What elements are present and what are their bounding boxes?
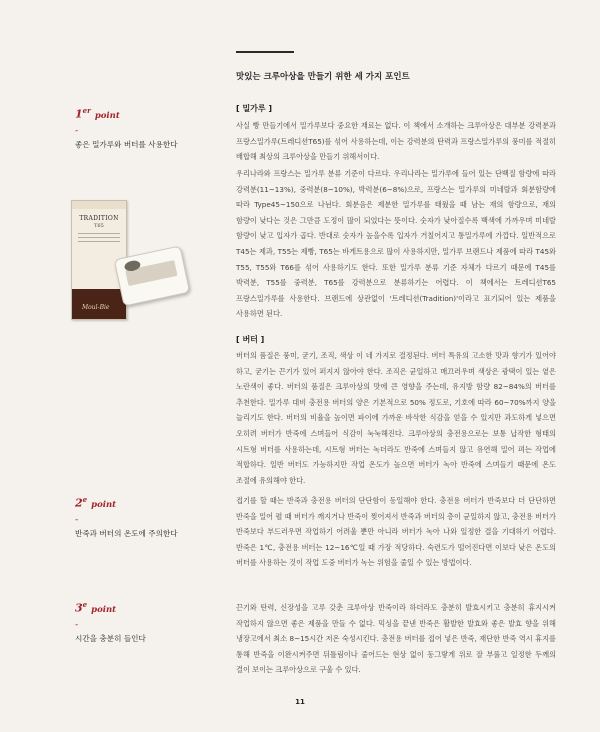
flour-butter-photo [66, 200, 190, 330]
flour-bag-logo: Moul-Bie [82, 304, 110, 311]
point-3-label: 시간을 충분히 들인다 [75, 633, 146, 643]
point-3-heading: 3epoint [75, 600, 117, 615]
point-3-dash: - [75, 619, 79, 630]
title-rule [236, 51, 294, 53]
point-3 [75, 600, 146, 644]
flour-paragraph-2: 우리나라와 프랑스는 밀가루 분류 기준이 다르다. 우리나라는 밀가루에 들어 있는 단백질 함량에 따라 강력분(11~13%), 중력분(8~10%), 박력분(6~8%)으로, 프랑스는 밀가루의 미네랄과 회분함량에 따라 Type45~150으로 나뉜다. 회분음은 제분한 밀가루를 태웠을 때 남는 재의 함량으로, 재의 함량이 낮다는 것은 그만큼 도정이 많이 되었다는 뜻이다. 숫자가 낮아질수록 백색에 가까우며 미네랄 함량이 낮고 입자가 곱다. 반대로 숫자가 높을수록 입자가 거칠어지고 통밀가루에 가깝다. 일반적으로 T45는 제과, T55는 제빵, T65는 바게트용으로 많이 사용하지만, 밀가루 브랜드나 제품에 따라 T45와 T55, T55와 T66를 섞어 사용하기도 한다. 또한 밀가루 분류 기준 자체가 다르기 때문에 T45를 박력분, T55를 중력분, T65를 강력분으로 분류하기는 어렵다. 이 책에서는 트레디션T65 프랑스밀가루를 사용한다. 브랜드에 상관없이 '트레디션(Tradition)'이라고 표기되어 있는 제품을 사용하면 된다. [236, 169, 556, 319]
point-1 [75, 106, 178, 150]
flour-bag-type: T65 [94, 223, 104, 229]
page-number: 11 [295, 698, 305, 706]
butter-section-title: [ 버터 ] [236, 335, 265, 344]
point-1-heading: 1erpoint [75, 106, 120, 121]
point-1-dash: - [75, 125, 79, 136]
time-paragraph: 끈기와 탄력, 신장성을 고루 갖춘 크루아상 반죽이라 하더라도 충분히 발효시키고 충분히 휴지시켜 작업하지 않으면 좋은 제품을 만들 수 없다. 믹싱을 끝낸 반죽은 활발한 발효와 좋은 발효 향을 위해 냉장고에서 최소 8~15시간 저온 숙성시킨다. 충전용 버터를 접어 넣은 반죽, 재단한 반죽 역시 휴지를 통해 반죽을 이완시켜주면 뒤틀림이나 줄어드는 현상 없이 동그랗게 위로 잘 부풀고 일정한 두께의 결이 보이는 크루아상으로 구울 수 있다. [236, 603, 556, 675]
point-2-heading: 2epoint [75, 495, 117, 510]
flour-section-title: [ 밀가루 ] [236, 104, 273, 113]
point-1-label: 좋은 밀가루와 버터를 사용한다 [75, 139, 178, 149]
point-2 [75, 495, 178, 539]
flour-bag-brand: TRADITION [79, 215, 119, 222]
page-title: 맛있는 크루아상을 만들기 위한 세 가지 포인트 [236, 72, 410, 82]
temperature-paragraph: 접기를 할 때는 반죽과 충전용 버터의 단단함이 동일해야 한다. 충전용 버터가 반죽보다 더 단단하면 반죽을 밀어 펼 때 버터가 깨지거나 반죽이 찢어져서 반죽과 버터의 층이 균일하지 않고, 충전용 버터가 반죽보다 부드러우면 작업하기 어려울 뿐만 아니라 버터가 녹아 나와 일정한 결을 기대하기 어렵다. 반죽은 1℃, 충전용 버터는 12~16℃일 때 가장 적당하다. 숙련도가 떨어진다면 이보다 낮은 온도의 버터를 사용하는 것이 작업 도중 버터가 녹는 위험을 줄일 수 있는 방법이다. [236, 496, 556, 568]
point-2-label: 반죽과 버터의 온도에 주의한다 [75, 528, 178, 538]
butter-paragraph: 버터의 품질은 풍미, 굳기, 조직, 색상 이 네 가지로 결정된다. 버터 특유의 고소한 맛과 향기가 있어야 하고, 굳기는 끈기가 있어 퍼지지 않아야 한다. 조직은 균일하고 매끄러우며 색상은 광택이 있는 옅은 노란색이 좋다. 버터의 품질은 크루아상의 맛에 큰 영향을 주는데, 유지방 함량 82~84%의 버터를 추천한다. 밀가루 대비 충전용 버터의 양은 기본적으로 50% 정도로, 기호에 따라 60~70%까지 양을 늘리기도 한다. 버터의 비율을 높이면 파이에 가까운 바삭한 식감을 얻을 수 있지만 과도하게 넣으면 오히려 버터가 반죽에 스며들어 식감이 눅눅해진다. 크루아상의 충전용으로는 보통 납작한 형태의 시트형 버터를 사용하는데, 시트형 버터는 녹더라도 반죽에 스며들지 않고 유연해 밀어 펴는 작업에 적합하다. 일반 버터도 가능하지만 작업 온도가 높으면 버터가 녹아 반죽에 스며들기 때문에 온도 조절에 유의해야 한다. [236, 351, 556, 485]
flour-paragraph-1: 사실 빵 만들기에서 밀가루보다 중요한 재료는 없다. 이 책에서 소개하는 크루아상은 대부분 강력분과 프랑스밀가루(트레디션T65)를 섞어 사용하는데, 이는 강력분의 탄력과 프랑스밀가루의 풍미를 적절히 배합해 최상의 크루아상을 만들기 위해서이다. [236, 121, 556, 162]
point-2-dash: - [75, 514, 79, 525]
